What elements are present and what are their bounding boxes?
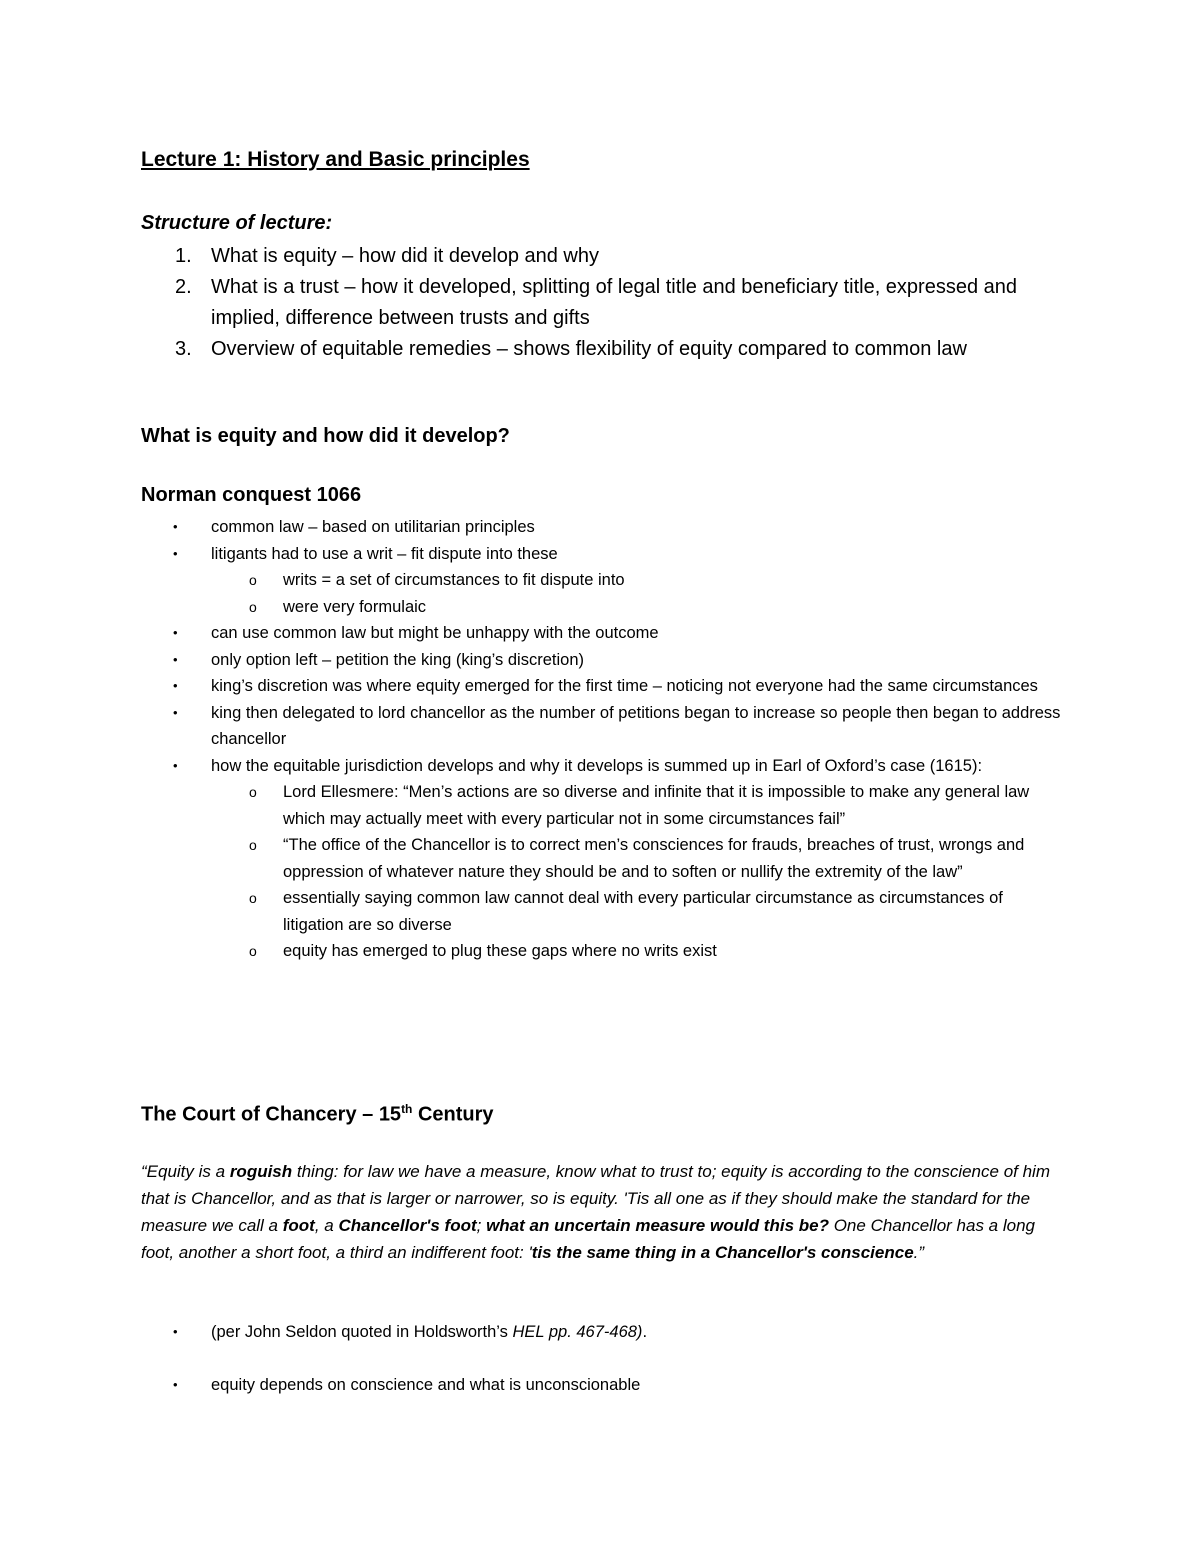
- list-item-text: [141, 1319, 1041, 1345]
- quote-emphasis: tis the same thing in a Chancellor's conscience: [531, 1243, 914, 1262]
- quote-emphasis: what an uncertain measure would this be?: [486, 1216, 829, 1235]
- citation-italic: HEL pp. 467-468): [512, 1323, 643, 1341]
- quote-text: One Chancellor has a long foot, another a short foot, a third an indifferent foot: ': [141, 1216, 1036, 1262]
- bullet-icon: •: [173, 704, 178, 720]
- list-item-text: Lord Ellesmere: “Men’s actions are so diverse and infinite that it is impossible to make any general law which may actually meet with every particular not in some circumstances fail”: [283, 783, 1030, 828]
- quotation: [141, 1158, 1056, 1266]
- list-item: [141, 1372, 1041, 1398]
- list-item: [141, 272, 1021, 334]
- list-number: 2.: [175, 276, 192, 298]
- list-item-text: “The office of the Chancellor is to correct men’s consciences for frauds, breaches of trust, wrongs and oppression of whatever nature they should be and to soften or nullify the extremity of the law”: [283, 836, 1025, 881]
- section-heading: What is equity and how did it develop?: [141, 425, 510, 447]
- list-item: [141, 620, 1061, 647]
- bullet-icon: •: [173, 519, 178, 534]
- citation-text: (per John Seldon quoted in Holdsworth’s: [211, 1323, 513, 1341]
- list-item-text: Overview of equitable remedies – shows flexibility of equity compared to common law: [211, 338, 967, 360]
- list-item: [141, 673, 1061, 700]
- list-item-text: king’s discretion was where equity emerged for the first time – noticing not everyone had the same circumstances: [211, 677, 1038, 695]
- list-item: [141, 541, 1061, 621]
- sub-bullet-icon: o: [249, 572, 257, 588]
- bullet-icon: •: [173, 651, 178, 667]
- heading-text: Century: [412, 1103, 494, 1126]
- sub-bullet-icon: o: [249, 943, 257, 959]
- list-item: [141, 700, 1061, 753]
- list-item-text: how the equitable jurisdiction develops and why it develops is summed up in Earl of Oxford’s case (1615):: [211, 756, 983, 775]
- list-item: [141, 1319, 1041, 1345]
- quote-emphasis: foot: [282, 1216, 315, 1235]
- sub-bullet-icon: o: [249, 784, 257, 800]
- bullet-icon: •: [173, 1324, 178, 1339]
- bullet-icon: •: [173, 757, 178, 773]
- list-item-text: common law – based on utilitarian principles: [211, 518, 535, 536]
- sub-bullet-icon: o: [249, 837, 257, 853]
- list-item: [141, 334, 1021, 365]
- bullet-list: [141, 514, 1061, 965]
- list-item-text: equity has emerged to plug these gaps where no writs exist: [283, 942, 717, 960]
- list-item-text: can use common law but might be unhappy with the outcome: [211, 624, 659, 642]
- sub-list: [211, 567, 1061, 620]
- list-item-text: only option left – petition the king (king’s discretion): [211, 650, 584, 669]
- bullet-icon: •: [173, 1377, 178, 1392]
- quote-text: thing: for law we have a measure, know what to trust to; equity is according to the conscience of him that is Chancellor, and as that is larger or narrower, so is equity. 'Tis all one as if they should make the standard for the measure we call a: [141, 1162, 1050, 1235]
- quote-emphasis: Chancellor's foot: [338, 1216, 477, 1235]
- section-subheading: Norman conquest 1066: [141, 484, 362, 506]
- sub-list-item: [211, 832, 1061, 885]
- sub-list: [211, 779, 1061, 965]
- list-item: [141, 241, 1021, 272]
- list-item: [141, 647, 1061, 674]
- list-item-text: king then delegated to lord chancellor as the number of petitions began to increase so people then began to address chancellor: [211, 703, 1061, 748]
- sub-list-item: [211, 567, 1061, 594]
- structure-list: [141, 241, 1021, 365]
- list-number: 3.: [175, 338, 192, 360]
- sub-list-item: [211, 594, 1061, 621]
- list-item-text: were very formulaic: [283, 597, 427, 616]
- sub-bullet-icon: o: [249, 598, 257, 615]
- quote-text: ;: [476, 1216, 487, 1235]
- sub-list-item: [211, 885, 1061, 938]
- quote-emphasis: roguish: [229, 1162, 293, 1181]
- heading-superscript: th: [401, 1102, 413, 1116]
- list-item-text: essentially saying common law cannot deal with every particular circumstance as circumstances of litigation are so diverse: [283, 889, 1003, 934]
- list-item: [141, 753, 1061, 965]
- quote-text: .”: [913, 1243, 925, 1262]
- quote-text: “Equity is a: [141, 1162, 230, 1181]
- list-item-text: writs = a set of circumstances to fit dispute into: [283, 571, 625, 589]
- sub-list-item: [211, 938, 1061, 965]
- quote-text: , a: [314, 1216, 339, 1235]
- section-heading: [141, 1102, 1200, 1127]
- list-item-text: What is a trust – how it developed, splitting of legal title and beneficiary title, expressed and implied, difference between trusts and gifts: [211, 276, 1018, 329]
- heading-text: The Court of Chancery – 15: [141, 1103, 402, 1126]
- bullet-icon: •: [173, 545, 178, 561]
- list-item-text: litigants had to use a writ – fit dispute into these: [211, 544, 558, 563]
- list-item-text: equity depends on conscience and what is unconscionable: [211, 1376, 641, 1394]
- list-item: [141, 514, 1061, 541]
- bullet-icon: •: [173, 678, 178, 693]
- list-number: 1.: [175, 245, 192, 267]
- structure-heading: Structure of lecture:: [141, 212, 333, 234]
- bullet-icon: •: [173, 625, 178, 640]
- citation-text: .: [642, 1323, 648, 1341]
- list-item-text: What is equity – how did it develop and why: [211, 245, 599, 267]
- sub-bullet-icon: o: [249, 890, 257, 906]
- sub-list-item: [211, 779, 1061, 832]
- page-title: Lecture 1: History and Basic principles: [141, 148, 530, 171]
